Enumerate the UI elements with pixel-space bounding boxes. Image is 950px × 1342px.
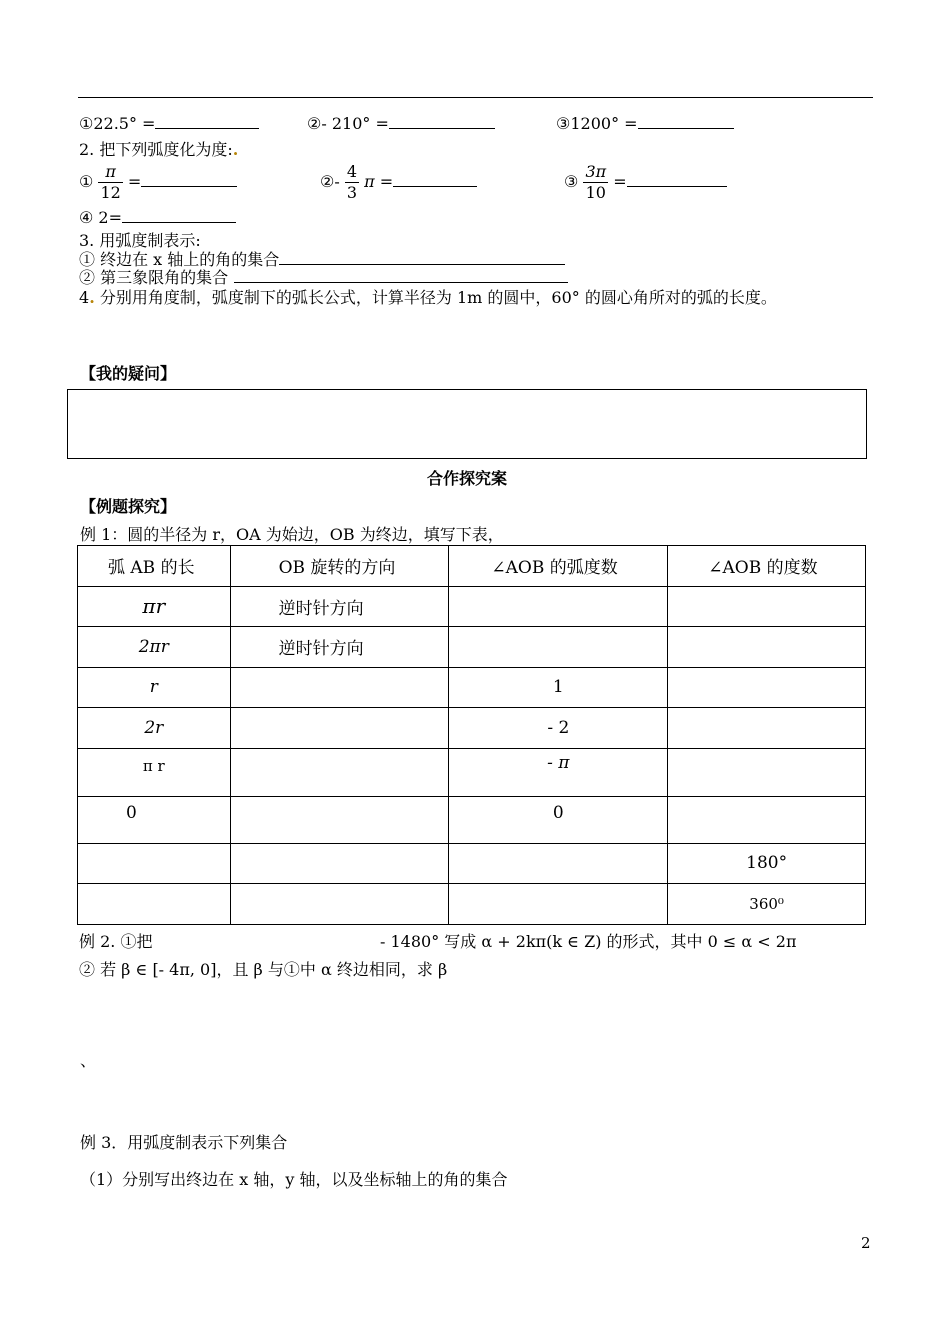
my-questions-heading: 【我的疑问】 [80, 364, 177, 383]
table-cell[interactable] [449, 627, 668, 668]
table-cell: - π [449, 748, 668, 797]
table-cell: 1 [449, 667, 668, 708]
q1-item3: ③1200° = [556, 114, 734, 133]
q2-item4: ④ 2= [79, 208, 236, 227]
q2-item2: ②- $\frac{4}{3}$ π = [320, 160, 477, 204]
page-number: 2 [861, 1234, 871, 1252]
table-cell[interactable] [230, 748, 449, 797]
example2-line1-formula: - 1480° 写成 α + 2kπ(k ∈ Z) 的形式，其中 0 ≤ α < 2π [380, 932, 797, 951]
table-cell: 逆时针方向 [230, 586, 449, 627]
fraction-3pi-over-10: $\frac{3\pi}{10}$ [585, 162, 607, 202]
table-cell[interactable] [78, 843, 231, 884]
q3-item2: ② 第三象限角的集合 [79, 265, 568, 288]
table-cell[interactable] [230, 843, 449, 884]
example1-table [77, 545, 866, 925]
q2-heading: 2. 把下列弧度化为度:. [79, 140, 239, 159]
fraction-4-over-3: $\frac{4}{3}$ [346, 162, 358, 202]
fraction-pi-over-12: $\frac{\pi}{12}$ [100, 162, 121, 202]
table-row [78, 586, 866, 627]
q2-item3: ③ $\frac{3\pi}{10}$ = [564, 160, 727, 204]
table-cell: 180° [668, 843, 866, 884]
table-cell: πr [78, 586, 231, 627]
table-cell: 逆时针方向 [230, 627, 449, 668]
table-row [78, 843, 866, 884]
my-questions-box[interactable] [67, 389, 867, 459]
table-cell: 0 [449, 797, 668, 844]
table-cell[interactable] [668, 797, 866, 844]
example2-line2: ② 若 β ∈ [- 4π, 0]，且 β 与①中 α 终边相同，求 β [79, 960, 448, 979]
table-cell[interactable] [230, 884, 449, 925]
table-cell[interactable] [449, 843, 668, 884]
table-row [78, 797, 866, 844]
example1-intro: 例 1：圆的半径为 r，OA 为始边，OB 为终边，填写下表， [80, 525, 504, 544]
table-cell[interactable] [449, 586, 668, 627]
table-cell: π r [78, 748, 231, 797]
cooperation-heading: 合作探究案 [427, 469, 508, 488]
table-cell: 2r [78, 708, 231, 749]
table-cell: 360⁰ [668, 884, 866, 925]
table-cell[interactable] [668, 748, 866, 797]
table-cell[interactable] [230, 708, 449, 749]
q1-item2: ②- 210° = [307, 114, 495, 133]
table-cell[interactable] [78, 884, 231, 925]
table-header-cell: ∠AOB 的度数 [668, 546, 866, 587]
example3-item1: （1）分别写出终边在 x 轴，y 轴，以及坐标轴上的角的集合 [80, 1170, 508, 1189]
table-header-cell: 弧 AB 的长 [78, 546, 231, 587]
table-cell[interactable] [668, 627, 866, 668]
q1-item1: ①22.5° = [79, 114, 259, 133]
q3-heading: 3. 用弧度制表示: [79, 231, 201, 250]
table-cell: - 2 [449, 708, 668, 749]
table-row [78, 884, 866, 925]
table-cell[interactable] [668, 586, 866, 627]
table-row [78, 748, 866, 797]
example2-line1-label: 例 2. ①把 [79, 932, 153, 951]
header-rule [78, 97, 873, 98]
table-row [78, 667, 866, 708]
table-row [78, 708, 866, 749]
stray-mark: 、 [80, 1051, 97, 1070]
q3-item1: ① 终边在 x 轴上的角的集合 [79, 247, 565, 270]
table-row [78, 627, 866, 668]
table-cell[interactable] [668, 708, 866, 749]
table-cell: r [78, 667, 231, 708]
q2-item1: ① $\frac{\pi}{12}$ = [79, 160, 237, 204]
table-cell[interactable] [230, 797, 449, 844]
table-cell[interactable] [230, 667, 449, 708]
table-header-cell: OB 旋转的方向 [230, 546, 449, 587]
table-cell[interactable] [449, 884, 668, 925]
table-cell: 2πr [78, 627, 231, 668]
table-header-cell: ∠AOB 的弧度数 [449, 546, 668, 587]
q4-text: 4. 分别用角度制，弧度制下的弧长公式，计算半径为 1m 的圆中，60° 的圆心角所对的弧的长度。 [79, 288, 777, 307]
table-cell: 0 [78, 797, 231, 844]
table-header-row [78, 546, 866, 587]
example3-heading: 例 3．用弧度制表示下列集合 [80, 1133, 288, 1152]
table-cell[interactable] [668, 667, 866, 708]
examples-heading: 【例题探究】 [80, 497, 177, 516]
